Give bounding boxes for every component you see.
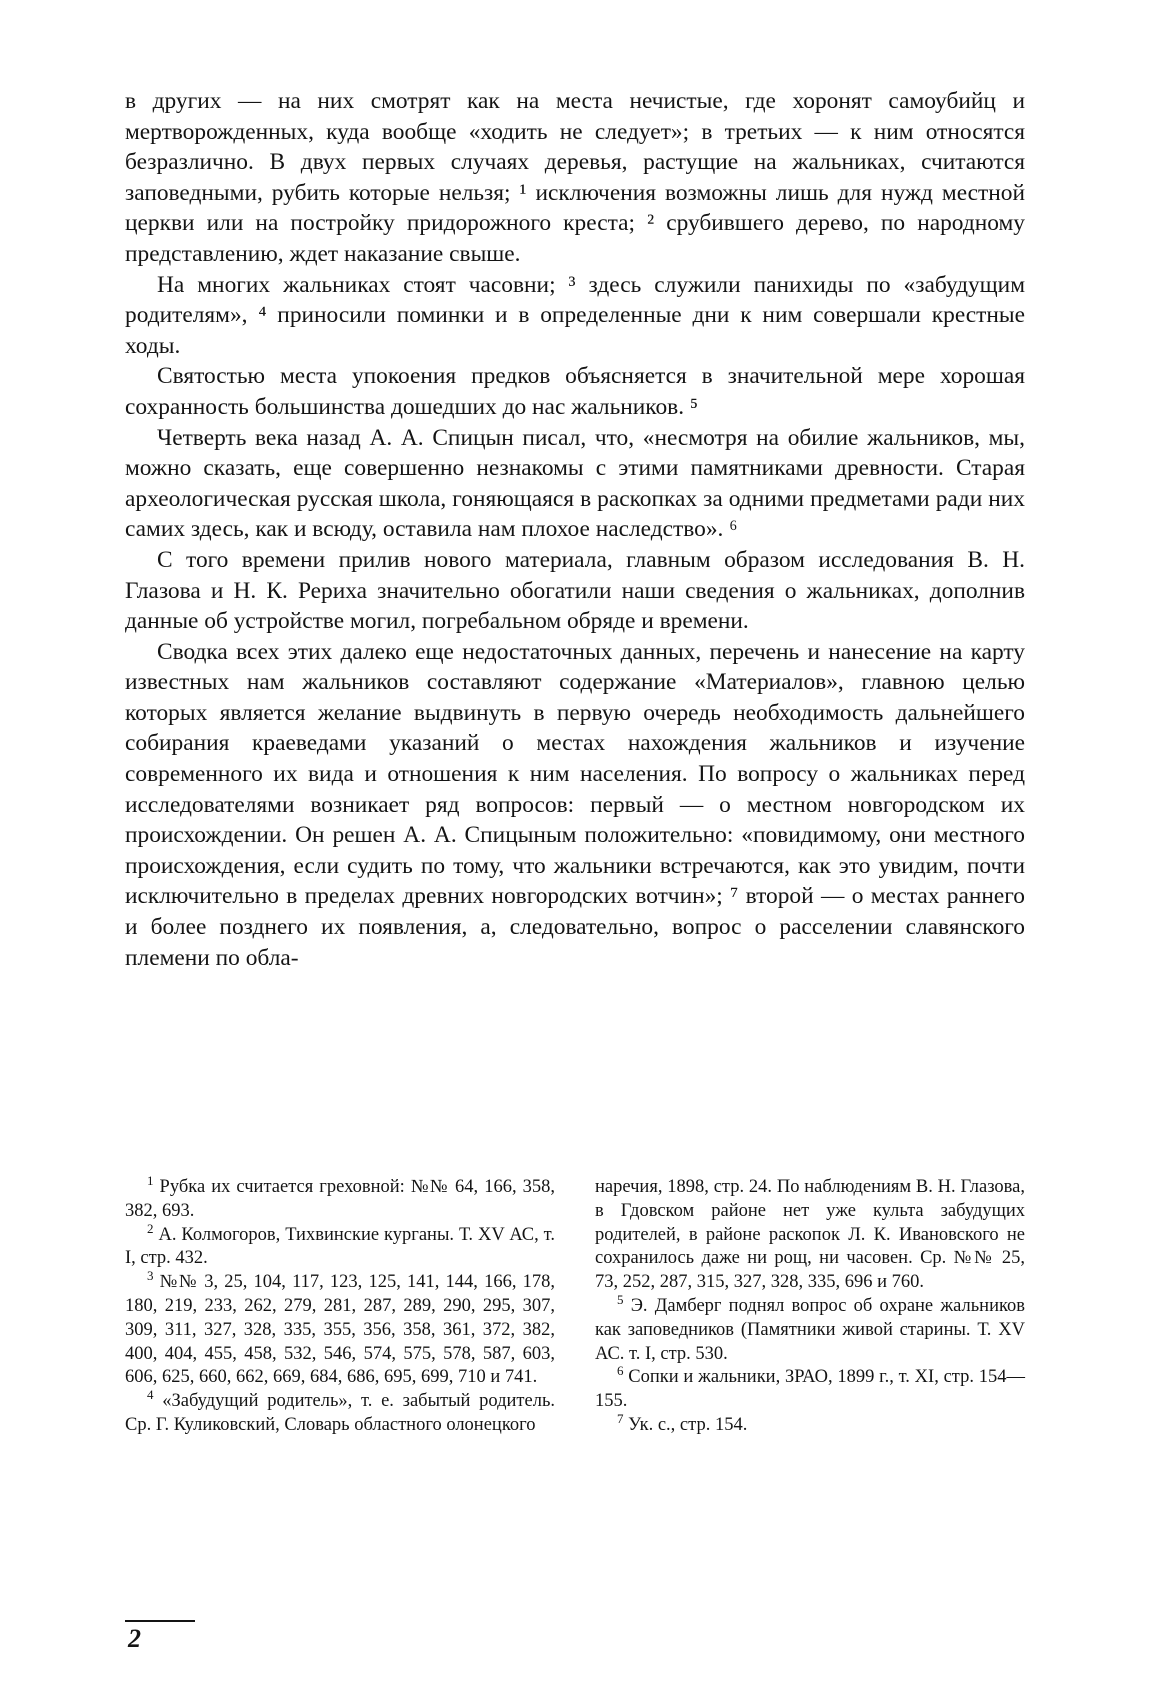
footnote-number: 3 — [147, 1268, 154, 1284]
footnote-number: 7 — [617, 1410, 624, 1426]
paragraph: На многих жальниках стоят часовни; ³ здесь служили панихиды по «забудущим родителям», ⁴ приносили поминки и в определенные дни к ним совершали крестные ходы. — [125, 271, 1025, 359]
footnote — [125, 1387, 556, 1438]
footnote-number: 4 — [147, 1387, 154, 1403]
paragraph: Четверть века назад А. А. Спицын писал, что, «несмотря на обилие жальников, мы, можно сказать, еще совершенно незнакомы с этими памятниками древности. Старая археологическая русская школа, гоняющаяся в раскопках за одними предметами ради них самих здесь, как и всюду, оставила нам плохое наследство». ⁶ — [125, 424, 1025, 543]
footnote — [595, 1291, 1025, 1366]
footnote-number: 1 — [147, 1172, 154, 1188]
footnote — [125, 1220, 556, 1272]
footnote-continuation — [595, 1176, 1025, 1295]
paragraph: Святостью места упокоения предков объясняется в значительной мере хорошая сохранность большинства дошедших до нас жальников. ⁵ — [125, 363, 1025, 420]
footnote-number: 2 — [147, 1220, 154, 1236]
footnote — [595, 1363, 1025, 1414]
footnote-text: Сопки и жальники, ЗРАО, 1899 г., т. XI, стр. 154—155. — [595, 1367, 1025, 1412]
footnote — [125, 1268, 555, 1390]
page-number: 2 — [128, 1624, 141, 1653]
footnote — [125, 1172, 555, 1224]
paragraph: в других — на них смотрят как на места нечистые, где хоронят самоубийц и мертворожденных, куда вообще «ходить не следует»; в третьих — к ним относятся безразлично. В двух первых случаях деревья, растущие на жальниках, считаются заповедными, рубить которые нельзя; ¹ исключения возможны лишь для нужд местной церкви или на постройку придорожного креста; ² срубившего дерево, по народному представлению, ждет наказание свыше. — [125, 88, 1025, 267]
footnotes-right-column — [595, 1176, 1025, 1438]
footnotes-left-column — [125, 1172, 556, 1438]
footnote-number: 5 — [617, 1291, 624, 1307]
paragraph: С того времени прилив нового материала, главным образом исследования В. Н. Глазова и Н. К. Рериха значительно обогатили наши сведения о жальниках, дополнив данные об устройстве могил, погребальном обряде и времени. — [125, 546, 1025, 635]
page-body — [125, 86, 1025, 973]
footnote-text: Э. Дамберг поднял вопрос об охране жальников как заповедников (Памятники живой старины. Т. XV АС. т. I, стр. 530. — [595, 1295, 1025, 1364]
footnote-text: А. Колмогоров, Тихвинские курганы. Т. XV АС, т. I, стр. 432. — [125, 1224, 556, 1269]
footnote-text: Ук. с., стр. 154. — [628, 1414, 748, 1435]
main-text — [125, 86, 1025, 973]
paragraph: Сводка всех этих далеко еще недостаточных данных, перечень и нанесение на карту известных нам жальников составляют содержание «Материалов», главною целью которых является желание выдвинуть в первую очередь необходимость дальнейшего собирания краеведами указаний о местах нахождения жальников и изучение современного их вида и отношения к ним населения. По вопросу о жальниках перед исследователями возникает ряд вопросов: первый — о местном новгородском их происхождении. Он решен А. А. Спицыным положительно: «повидимому, они местного происхождения, если судить по тому, что жальники встречаются, как это увидим, почти исключительно в пределах древних новгородских вотчин»; ⁷ второй — о местах раннего и более позднего их появления, а, следовательно, вопрос о расселении славянского племени по обла- — [125, 638, 1025, 971]
page-number-rule — [125, 1620, 195, 1622]
footnotes — [125, 1172, 1025, 1438]
footnote — [595, 1410, 1025, 1438]
footnote-text: наречия, 1898, стр. 24. По наблюдениям В. Н. Глазова, в Гдовском районе нет уже культа забудущих родителей, в районе раскопок Л. К. Ивановского не сохранилось даже ни рощ, ни часовен. Ср. №№ 25, 73, 252, 287, 315, 327, 328, 335, 696 и 760. — [595, 1177, 1025, 1293]
footnote-text: №№ 3, 25, 104, 117, 123, 125, 141, 144, 166, 178, 180, 219, 233, 262, 279, 281, 287, 289, 290, 295, 307, 309, 311, 327, 328, 335, 355, 356, 358, 361, 372, 382, 400, 404, 455, 458, 532, 546, 574, 575, 578, 587, 603, 606, 625, 660, 662, 669, 684, 686, 695, 699, 710 и 741. — [125, 1272, 555, 1388]
footnote-number: 6 — [617, 1363, 624, 1379]
footnote-text: Рубка их считается греховной: №№ 64, 166, 358, 382, 693. — [125, 1177, 555, 1221]
footnote-text: «Забудущий родитель», т. е. забытый родитель. Ср. Г. Куликовский, Словарь областного олонецкого — [125, 1391, 556, 1435]
